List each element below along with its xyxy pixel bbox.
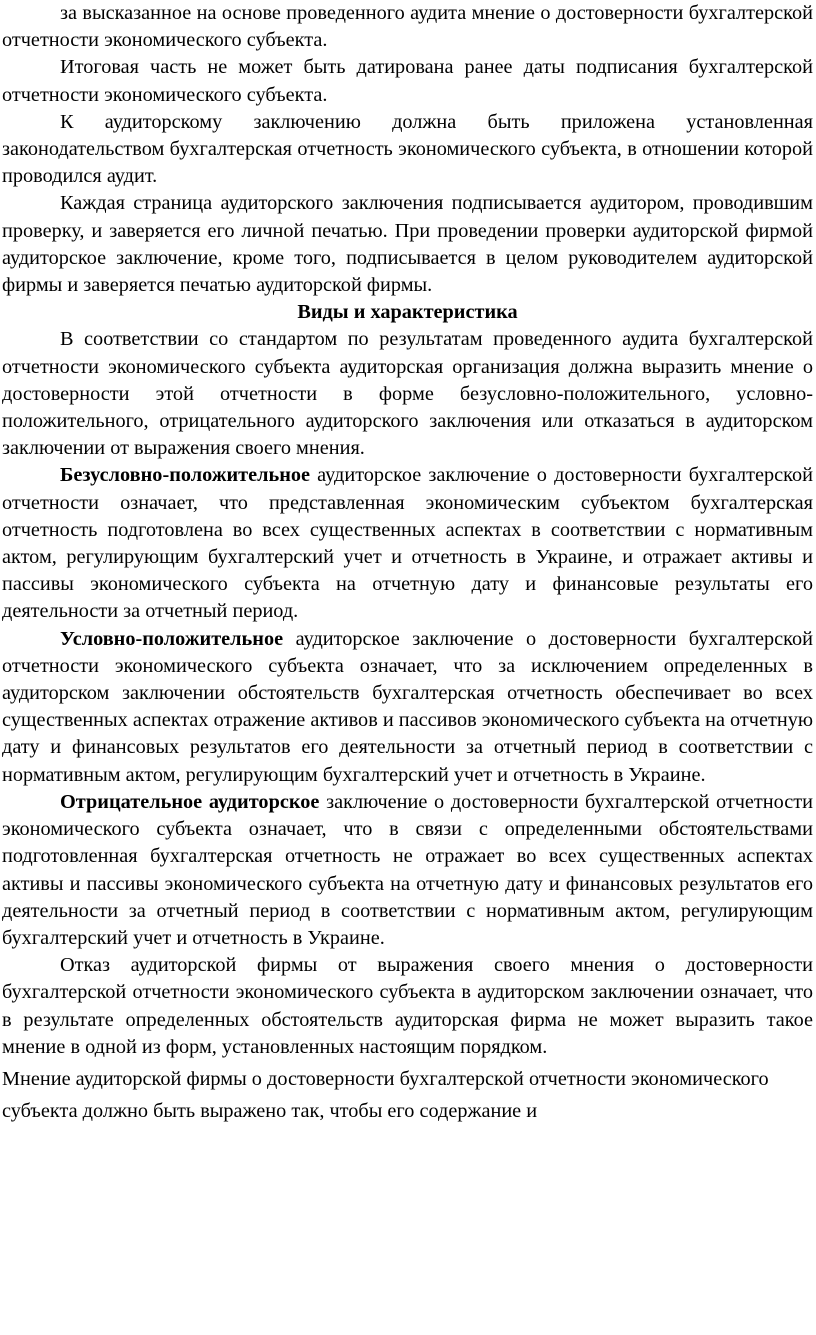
paragraph-opinion-continuation: за высказанное на основе проведенного аудита мнение о достоверности бухгалтерской отчетности экономического субъекта. (2, 2, 813, 52)
paragraph-opinion-expression: Мнение аудиторской фирмы о достоверности бухгалтерской отчетности экономического субъекта должно быть выражено так, чтобы его содержание и (2, 1067, 769, 1122)
paragraph-attached-reporting: К аудиторскому заключению должна быть приложена установленная законодательством бухгалтерская отчетность экономического субъекта, в отношении которой проводился аудит. (2, 110, 813, 188)
term-qualified: Условно-положительное (60, 627, 284, 650)
term-adverse: Отрицательное аудиторское (60, 790, 320, 813)
paragraph-qualified-opinion (2, 626, 813, 789)
paragraph-adverse-opinion (2, 789, 813, 952)
paragraph-standard-forms: В соответствии со стандартом по результатам проведенного аудита бухгалтерской отчетности экономического субъекта аудиторская организация должна выразить мнение о достоверности этой отчетности в форме безусловно-положительного, условно-положительного, отрицательного аудиторского заключения или отказаться в аудиторском заключении от выражения своего мнения. (2, 328, 813, 460)
paragraph-unqualified-opinion (2, 462, 813, 625)
adverse-description: заключение о достоверности бухгалтерской отчетности экономического субъекта означает, что в связи с определенными обстоятельствами подготовленная бухгалтерская отчетность не отражает во всех существенных аспектах активы и пассивы экономического субъекта на отчетную дату и финансовых результатов его деятельности за отчетный период в соответствии с нормативным актом, регулирующим бухгалтерский учет и отчетность в Украине. (2, 790, 813, 949)
paragraph-disclaimer: Отказ аудиторской фирмы от выражения своего мнения о достоверности бухгалтерской отчетности экономического субъекта в аудиторском заключении означает, что в результате определенных обстоятельств аудиторская фирма не может выразить такое мнение в одной из форм, установленных настоящим порядком. (2, 954, 813, 1058)
paragraph-signing: Каждая страница аудиторского заключения подписывается аудитором, проводившим проверку, и заверяется его личной печатью. При проведении проверки аудиторской фирмой аудиторское заключение, кроме того, подписывается в целом руководителем аудиторской фирмы и заверяется печатью аудиторской фирмы. (2, 192, 813, 297)
section-heading: Виды и характеристика (297, 301, 518, 324)
term-unqualified: Безусловно-положительное (60, 464, 311, 487)
unqualified-description: аудиторское заключение о достоверности бухгалтерской отчетности означает, что представленная экономическим субъектом бухгалтерская отчетность подготовлена во всех существенных аспектах в соответствии с нормативным актом, регулирующим бухгалтерский учет и отчетность в Украине, и отражает активы и пассивы экономического субъекта на отчетную дату и финансовые результаты его деятельности за отчетный период. (2, 464, 813, 623)
qualified-description: аудиторское заключение о достоверности бухгалтерской отчетности экономического субъекта означает, что за исключением определенных в аудиторском заключении обстоятельств бухгалтерская отчетность обеспечивает во всех существенных аспектах отражение активов и пассивов экономического субъекта на отчетную дату и финансовых результатов его деятельности за отчетный период в соответствии с нормативным актом, регулирующим бухгалтерский учет и отчетность в Украине. (2, 627, 813, 786)
paragraph-final-part-date: Итоговая часть не может быть датирована ранее даты подписания бухгалтерской отчетности экономического субъекта. (2, 56, 813, 106)
